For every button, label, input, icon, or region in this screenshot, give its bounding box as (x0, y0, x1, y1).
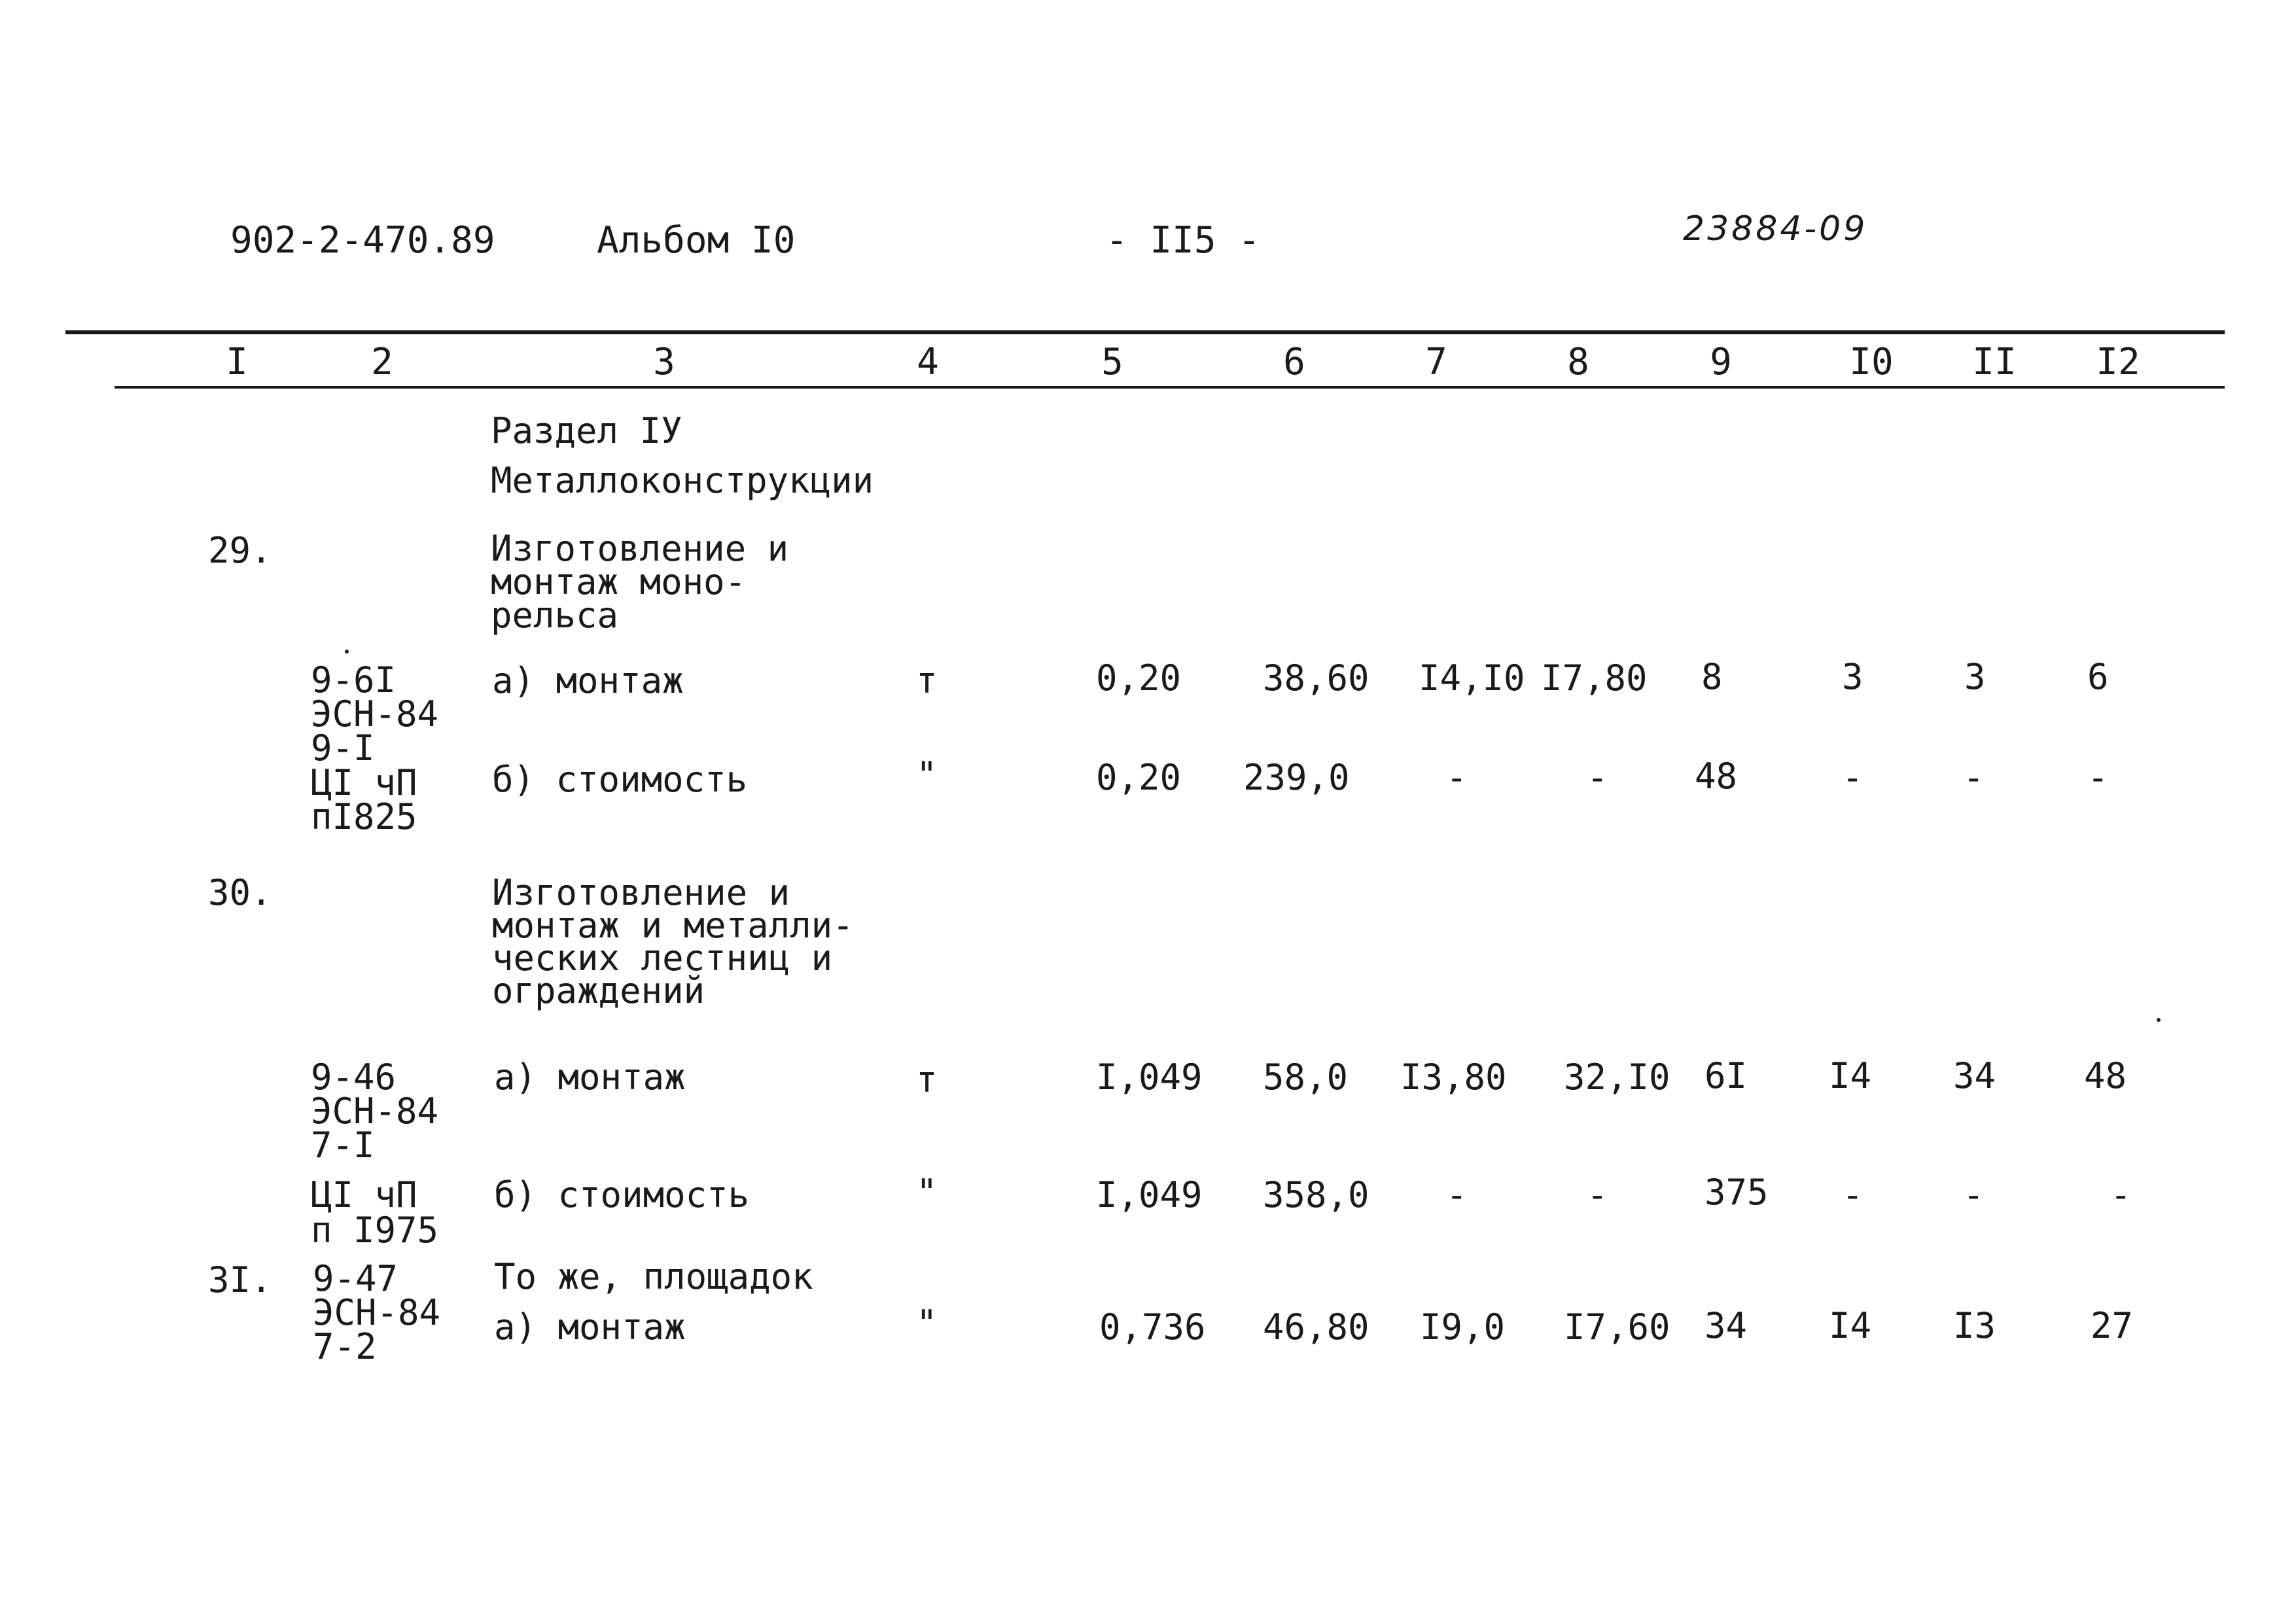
cell-col7: I9,0 (1420, 1306, 1506, 1348)
cell-col11: - (1963, 1174, 1985, 1215)
row-description-line: рельса (491, 595, 619, 636)
cell-col12: 27 (2091, 1305, 2134, 1346)
item-label: а) монтаж (492, 660, 684, 701)
cell-col5: I,049 (1096, 1056, 1203, 1098)
cell-col11: - (1963, 757, 1985, 798)
cell-col10: I4 (1829, 1055, 1872, 1096)
cell-col9: 375 (1704, 1172, 1769, 1213)
norm-reference-line: ЭСН-84 (311, 1091, 439, 1132)
cell-col7: - (1446, 1174, 1468, 1215)
table-top-rule (65, 330, 2225, 334)
cell-col5: 0,20 (1096, 757, 1182, 798)
handwritten-stamp: 23884-09 (1683, 209, 1868, 249)
cell-col6: 46,80 (1263, 1306, 1369, 1348)
norm-reference-line: ЦI чП (311, 762, 417, 803)
item-label: б) стоимость (494, 1174, 750, 1215)
document-code: 902-2-470.89 (230, 219, 495, 262)
row-description-line: Изготовление и (492, 872, 790, 913)
cell-col7: I4,I0 (1419, 657, 1525, 699)
row-number: 30. (208, 872, 272, 913)
norm-reference-line: 9-46 (311, 1056, 397, 1098)
cell-col6: 239,0 (1243, 757, 1350, 798)
row-description-line: Изготовление и (491, 528, 789, 569)
cell-col12: 48 (2084, 1055, 2127, 1096)
norm-reference-line: п I975 (311, 1210, 439, 1251)
cell-col10: 3 (1842, 656, 1863, 697)
row-number: 3I. (208, 1259, 272, 1300)
column-header: II (1972, 341, 2017, 383)
cell-col10: - (1842, 757, 1863, 798)
norm-reference-line: ЦI чП (311, 1174, 417, 1215)
row-description-line: То же, площадок (494, 1256, 813, 1297)
norm-reference-line: 9-47 (313, 1258, 398, 1299)
item-label: б) стоимость (492, 759, 748, 800)
column-header: 5 (1101, 341, 1123, 383)
norm-reference-line: 7-I (311, 1125, 375, 1166)
cell-col11: 3 (1964, 656, 1986, 697)
column-header: I2 (2096, 341, 2140, 383)
unit-cell: т (916, 1059, 938, 1100)
ink-dot (345, 650, 349, 654)
cell-col8: - (1587, 1174, 1608, 1215)
row-description-line: ограждений (492, 970, 705, 1011)
cell-col9: 48 (1695, 756, 1738, 797)
cell-col9: 6I (1704, 1055, 1748, 1096)
column-header: 7 (1425, 341, 1447, 383)
item-label: а) монтаж (494, 1056, 686, 1098)
album-label: Альбом I0 (597, 219, 796, 262)
cell-col7: I3,80 (1400, 1056, 1507, 1098)
scan-speck (2157, 1018, 2161, 1022)
column-header: 4 (917, 341, 939, 383)
column-header: I (226, 341, 248, 383)
column-header: 8 (1567, 341, 1589, 383)
row-number: 29. (208, 530, 272, 571)
cell-col8: 32,I0 (1564, 1056, 1670, 1098)
cell-col7: - (1446, 757, 1468, 798)
norm-reference-line: 9-6I (311, 659, 397, 701)
section-title: Раздел IУ (491, 410, 682, 451)
cell-col9: 34 (1704, 1305, 1748, 1346)
column-header: I0 (1849, 341, 1894, 383)
unit-cell: " (916, 754, 938, 795)
unit-cell: " (916, 1302, 938, 1344)
norm-reference-line: ЭСН-84 (311, 693, 439, 735)
cell-col11: I3 (1953, 1305, 1996, 1346)
cell-col8: I7,60 (1564, 1306, 1670, 1348)
column-header: 3 (653, 341, 675, 383)
cell-col10: I4 (1829, 1305, 1872, 1346)
norm-reference-line: 9-I (311, 727, 375, 769)
cell-col6: 58,0 (1263, 1056, 1349, 1098)
cell-col10: - (1842, 1174, 1863, 1215)
column-header: 9 (1710, 341, 1732, 383)
item-label: а) монтаж (494, 1306, 686, 1348)
section-name: Металлоконструкции (491, 460, 874, 501)
column-header: 2 (371, 341, 393, 383)
norm-reference-line: пI825 (311, 796, 417, 837)
unit-cell: т (916, 660, 938, 701)
cell-col11: 34 (1953, 1055, 1996, 1096)
norm-reference-line: 7-2 (313, 1326, 377, 1367)
cell-col6: 38,60 (1263, 657, 1369, 699)
cell-col8: I7,80 (1541, 657, 1648, 699)
cell-col12: - (2087, 757, 2109, 798)
cell-col9: 8 (1701, 656, 1723, 697)
cell-col5: 0,736 (1099, 1306, 1206, 1348)
page-number: - II5 - (1106, 219, 1261, 262)
row-description-line: ческих лестниц и (492, 937, 833, 979)
row-description-line: монтаж моно- (491, 561, 747, 602)
cell-col5: 0,20 (1096, 657, 1182, 699)
cell-col12: 6 (2087, 656, 2109, 697)
cell-col8: - (1587, 757, 1608, 798)
unit-cell: " (916, 1172, 938, 1213)
table-header-rule (115, 386, 2225, 389)
row-description-line: монтаж и металли- (492, 905, 854, 946)
norm-reference-line: ЭСН-84 (313, 1292, 441, 1333)
cell-col5: I,049 (1096, 1174, 1203, 1215)
column-header: 6 (1283, 341, 1305, 383)
cell-col6: 358,0 (1263, 1174, 1369, 1215)
cell-col12: - (2110, 1174, 2132, 1215)
